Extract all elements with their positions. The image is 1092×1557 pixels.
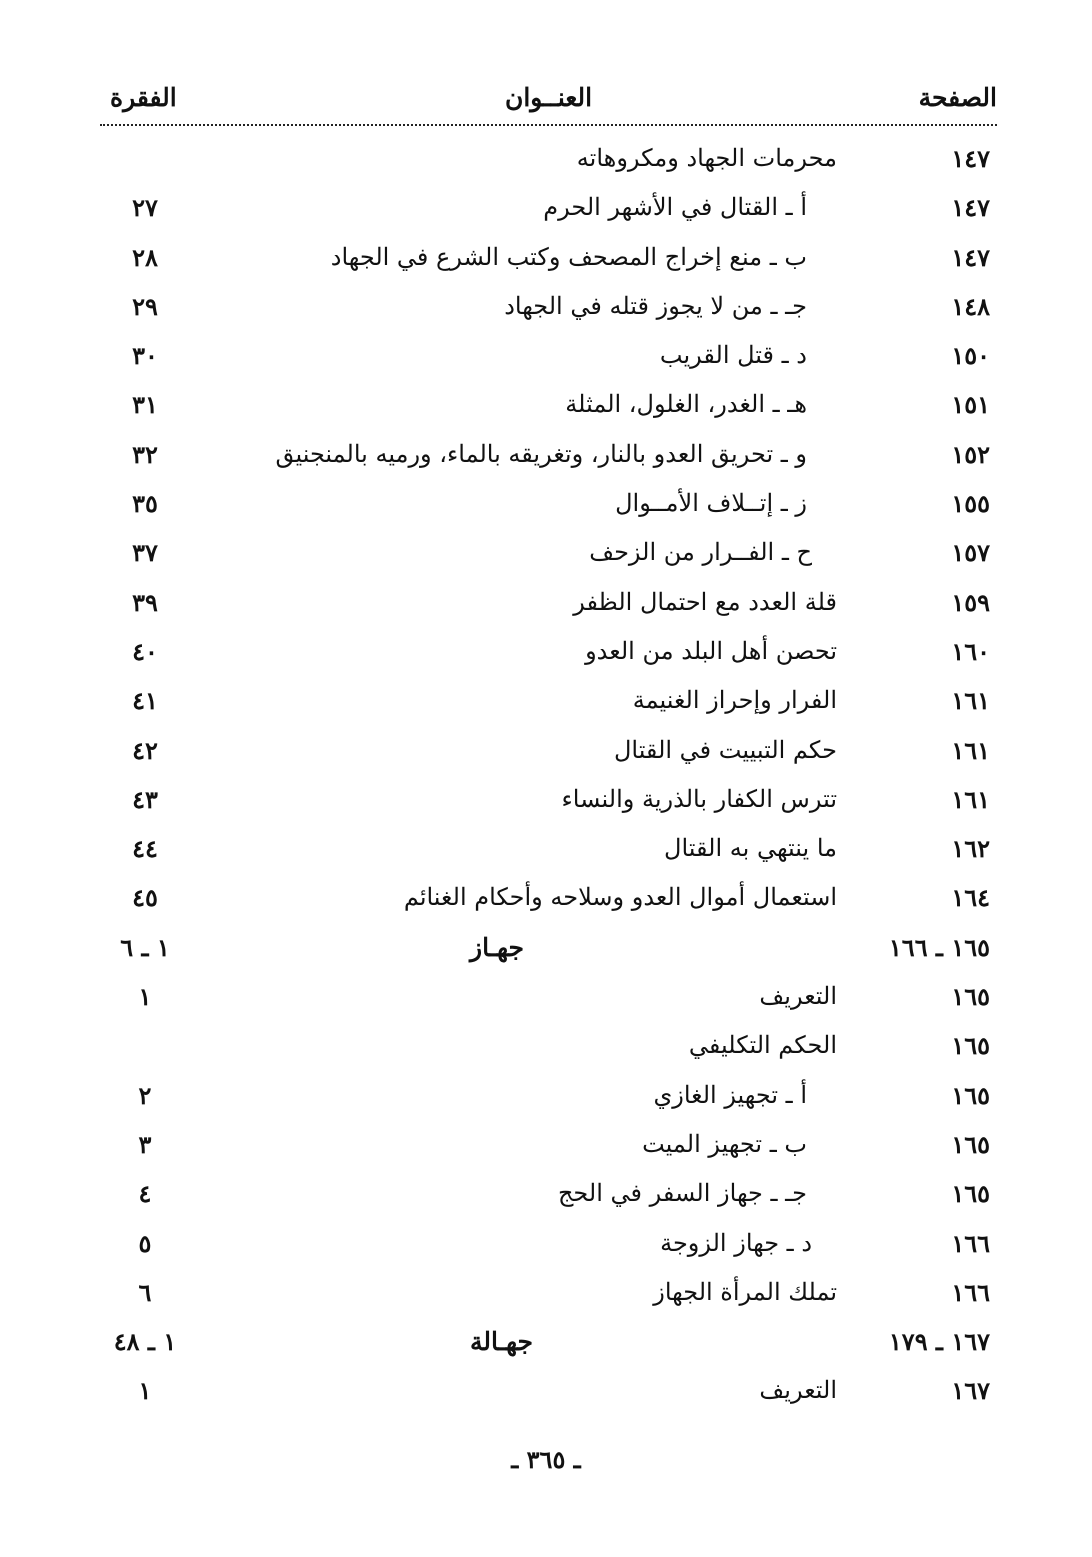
table-row — [0, 627, 1092, 676]
row-title: د ـ جهاز الزوجة — [660, 1228, 812, 1257]
row-paragraph-number: ٣١ — [132, 390, 158, 420]
row-page-number: ١٤٧ — [951, 193, 990, 223]
row-paragraph-number: ٤٣ — [132, 784, 158, 814]
table-header — [100, 78, 997, 122]
row-page-number: ١٦٥ ـ ١٦٦ — [888, 932, 990, 962]
row-paragraph-number: ١ — [138, 1376, 152, 1406]
table-row — [0, 972, 1092, 1021]
table-row — [0, 528, 1092, 577]
row-paragraph-number: ٤١ — [132, 686, 158, 716]
table-row — [0, 282, 1092, 331]
row-title: التعريف — [759, 982, 837, 1011]
row-paragraph-number: ٢ — [138, 1080, 152, 1110]
index-table — [0, 134, 1092, 1416]
row-page-number: ١٦٢ — [951, 834, 990, 864]
table-row — [0, 134, 1092, 183]
table-row — [0, 676, 1092, 725]
row-page-number: ١٥٥ — [951, 489, 990, 519]
row-page-number: ١٦٧ ـ ١٧٩ — [888, 1327, 990, 1357]
row-paragraph-number: ٤٥ — [132, 883, 158, 913]
row-page-number: ١٦٥ — [951, 1080, 990, 1110]
row-section-heading: جهـاز — [470, 932, 524, 962]
row-paragraph-number: ١ — [138, 982, 152, 1012]
header-paragraph-label: الفقرة — [110, 83, 177, 112]
row-title: ز ـ إتــلاف الأمــوال — [615, 489, 807, 518]
row-paragraph-number: ٣٩ — [132, 587, 158, 617]
row-title: ب ـ تجهيز الميت — [642, 1129, 807, 1158]
row-paragraph-number: ٣٥ — [132, 489, 158, 519]
table-row — [0, 1268, 1092, 1317]
row-paragraph-number: ٤٢ — [132, 735, 158, 765]
header-title-label: العنــوان — [504, 83, 593, 112]
row-title: أ ـ تجهيز الغازي — [653, 1080, 807, 1109]
table-row — [0, 923, 1092, 972]
row-title: ب ـ منع إخراج المصحف وكتب الشرع في الجهاد — [330, 242, 807, 271]
row-title: استعمال أموال العدو وسلاحه وأحكام الغنائم — [403, 883, 837, 912]
row-page-number: ١٥٢ — [951, 439, 990, 469]
row-page-number: ١٦٥ — [951, 1179, 990, 1209]
row-title: د ـ قتل القريب — [659, 341, 807, 370]
row-title: جـ ـ جهاز السفر في الحج — [557, 1179, 807, 1208]
row-title: الفرار وإحراز الغنيمة — [632, 686, 837, 715]
table-row — [0, 1021, 1092, 1070]
row-paragraph-number: ٥ — [138, 1228, 152, 1258]
row-paragraph-number: ٣٧ — [132, 538, 158, 568]
row-title: التعريف — [759, 1376, 837, 1405]
row-paragraph-number: ٣ — [138, 1129, 152, 1159]
header-page-label: الصفحة — [918, 83, 997, 112]
row-page-number: ١٦٥ — [951, 982, 990, 1012]
row-title: حكم التبييت في القتال — [613, 735, 837, 764]
table-row — [0, 233, 1092, 282]
row-page-number: ١٦٥ — [951, 1031, 990, 1061]
row-title: أ ـ القتال في الأشهر الحرم — [543, 193, 807, 222]
table-row — [0, 1071, 1092, 1120]
table-row — [0, 1169, 1092, 1218]
row-title: و ـ تحريق العدو بالنار، وتغريقه بالماء، ورميه بالمنجنيق — [275, 439, 807, 468]
row-paragraph-number: ٤٠ — [132, 636, 158, 666]
header-divider — [100, 124, 997, 126]
row-title: جـ ـ من لا يجوز قتله في الجهاد — [504, 291, 807, 320]
table-row — [0, 1317, 1092, 1366]
row-page-number: ١٥٧ — [951, 538, 990, 568]
row-page-number: ١٥٠ — [951, 341, 990, 371]
row-paragraph-number: ٣٠ — [132, 341, 158, 371]
table-row — [0, 1219, 1092, 1268]
table-row — [0, 430, 1092, 479]
table-row — [0, 331, 1092, 380]
table-row — [0, 1120, 1092, 1169]
row-page-number: ١٦٦ — [951, 1228, 990, 1258]
row-title: الحكم التكليفي — [688, 1031, 837, 1060]
row-paragraph-number: ٢٧ — [132, 193, 158, 223]
row-page-number: ١٦١ — [951, 735, 990, 765]
row-paragraph-number: ٢٩ — [132, 291, 158, 321]
row-title: قلة العدد مع احتمال الظفر — [573, 587, 837, 616]
row-page-number: ١٥٩ — [951, 587, 990, 617]
row-page-number: ١٦١ — [951, 686, 990, 716]
table-row — [0, 380, 1092, 429]
table-row — [0, 578, 1092, 627]
row-page-number: ١٦٦ — [951, 1277, 990, 1307]
row-paragraph-number: ٣٢ — [132, 439, 158, 469]
row-paragraph-number: ١ ـ ٤٨ — [113, 1327, 177, 1357]
row-title: ما ينتهي به القتال — [664, 834, 837, 863]
row-paragraph-number: ٦ — [138, 1277, 152, 1307]
table-row — [0, 183, 1092, 232]
row-page-number: ١٦١ — [951, 784, 990, 814]
row-paragraph-number: ٤٤ — [132, 834, 158, 864]
row-section-heading: جهـالة — [470, 1327, 533, 1357]
row-title: محرمات الجهاد ومكروهاته — [576, 144, 837, 172]
row-page-number: ١٤٧ — [951, 242, 990, 272]
row-page-number: ١٦٤ — [951, 883, 990, 913]
row-page-number: ١٦٥ — [951, 1129, 990, 1159]
row-page-number: ١٥١ — [951, 390, 990, 420]
row-title: ح ـ الفــرار من الزحف — [589, 538, 812, 567]
table-row — [0, 726, 1092, 775]
page-number: ـ ٣٦٥ ـ — [511, 1445, 581, 1474]
row-page-number: ١٦٧ — [951, 1376, 990, 1406]
row-title: تحصن أهل البلد من العدو — [585, 636, 837, 665]
table-row — [0, 479, 1092, 528]
row-paragraph-number: ٤ — [138, 1179, 152, 1209]
table-row — [0, 1366, 1092, 1415]
row-title: تترس الكفار بالذرية والنساء — [561, 784, 837, 813]
row-paragraph-number: ٢٨ — [132, 242, 158, 272]
table-row — [0, 775, 1092, 824]
row-title: هـ ـ الغدر، الغلول، المثلة — [565, 390, 807, 419]
row-title: تملك المرأة الجهاز — [653, 1277, 837, 1306]
row-page-number: ١٤٧ — [951, 144, 990, 173]
row-paragraph-number: ١ ـ ٦ — [120, 932, 170, 962]
table-row — [0, 873, 1092, 922]
table-row — [0, 824, 1092, 873]
row-page-number: ١٤٨ — [951, 291, 990, 321]
row-page-number: ١٦٠ — [951, 636, 990, 666]
